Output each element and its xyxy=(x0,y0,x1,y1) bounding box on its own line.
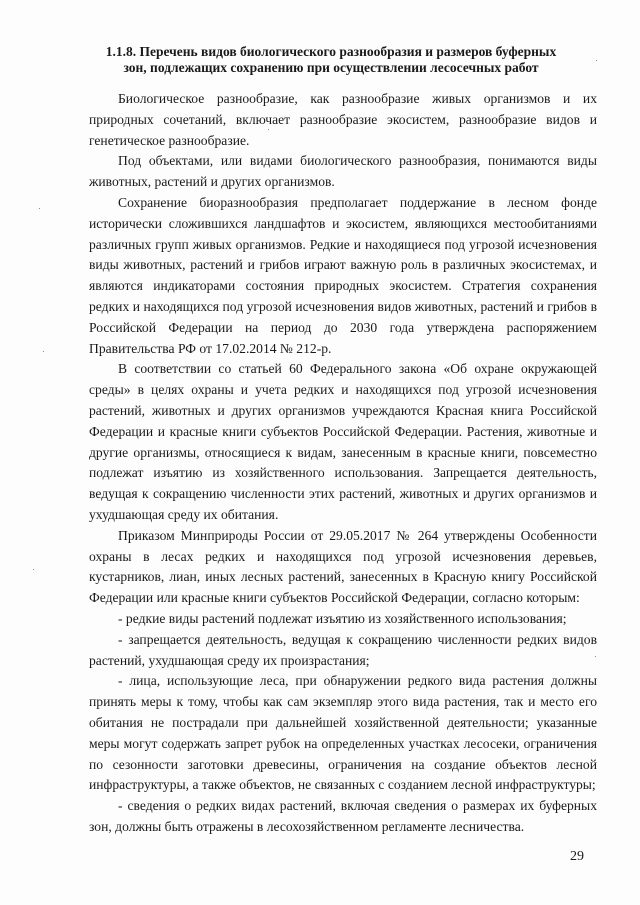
paragraph-ministry-order: Приказом Минприроды России от 29.05.2017 № 264 утверждены Особенности охраны в лесах редких и находящихся под угрозой исчезновения деревьев, кустарников, лиан, иных лесных растений, занесенных в Красную книгу Российской Федерации или красные книги субъектов Российской Федерации, согласно которым: xyxy=(89,527,597,606)
scan-speck xyxy=(595,656,596,657)
paragraph-red-book-law: В соответствии со статьей 60 Федерального закона «Об охране окружающей среды» в целях охраны и учета редких и находящихся под угрозой исчезновения растений, животных и других организмов учреждаются Красная книга Российской Федерации и красные книги субъектов Российской Федерации. Растения, животные и другие организмы, относящиеся к видам, занесенным в красные книги, повсеместно подлежат изъятию из хозяйственного использования. Запрещается деятельность, ведущая к сокращению численности этих растений, животных и других организмов и ухудшающая среду их обитания. xyxy=(89,361,597,522)
list-item-forest-regulation: - сведения о редких видах растений, включая сведения о размерах их буферных зон, должны быть отражены в лесохозяйственном регламенте лесничества. xyxy=(89,798,597,834)
paragraph-conservation-strategy: Сохранение биоразнообразия предполагает поддержание в лесном фонде исторически сложившихся ландшафтов и экосистем, являющихся местообитаниями различных групп живых организмов. Редкие и находящиеся под угрозой исчезновения виды животных, растений и грибов играют важную роль в различных экосистемах, и являются индикаторами состояния природных экосистем. Стратегия сохранения редких и находящихся под угрозой исчезновения видов животных, растений и грибов в Российской Федерации на период до 2030 года утверждена распоряжением Правительства РФ от 17.02.2014 № 212-р. xyxy=(89,194,597,356)
paragraph-biodiversity-objects: Под объектами, или видами биологического разнообразия, понимаются виды животных, растений и других организмов. xyxy=(89,153,597,190)
section-body xyxy=(89,89,597,838)
paragraph-biodiversity-definition: Биологическое разнообразие, как разнообразие живых организмов и их природных сочетаний, включает разнообразие экосистем, разнообразие видов и генетическое разнообразие. xyxy=(89,91,597,148)
scan-speck xyxy=(39,208,40,209)
scan-speck xyxy=(43,351,44,352)
scan-speck xyxy=(596,60,597,61)
page-number: 29 xyxy=(570,849,584,864)
list-item-forest-user-measures: - лица, использующие леса, при обнаружении редкого вида растения должны принять меры к тому, чтобы как сам экземпляр этого вида растения, так и место его обитания не пострадали при дальнейшей хозяйственной деятельности; указанные меры могут содержать запрет рубок на определенных участках лесосеки, ограничения по сезонности заготовки древесины, ограничения на создание объектов лесной инфраструктуры, а также объектов, не связанных с созданием лесной инфраструктуры; xyxy=(89,673,597,793)
scan-speck xyxy=(268,129,269,130)
scan-speck xyxy=(33,569,34,570)
section-title: 1.1.8. Перечень видов биологического разнообразия и размеров буферных зон, подлежащих сохранению при осуществлении лесосечных работ xyxy=(105,44,557,75)
list-item-rare-species-withdrawal: - редкие виды растений подлежат изъятию из хозяйственного использования; xyxy=(118,610,567,626)
list-item-activity-prohibition: - запрещается деятельность, ведущая к сокращению численности редких видов растений, ухудшающая среду их произрастания; xyxy=(89,631,597,668)
